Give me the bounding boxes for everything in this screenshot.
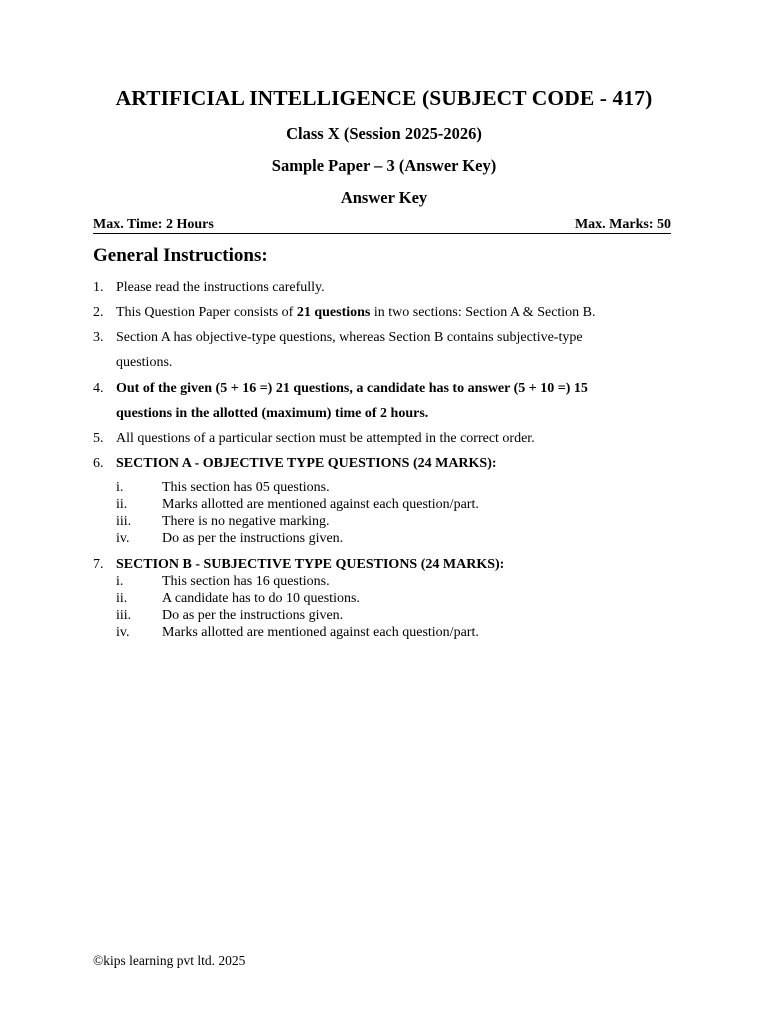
general-instructions-heading: General Instructions: (93, 245, 268, 266)
instruction-number: 4. (93, 381, 104, 396)
instruction-number: 7. (93, 557, 104, 572)
sub-instruction-text: This section has 05 questions. (162, 480, 330, 495)
instruction-line-2: questions in the allotted (maximum) time of 2 hours. (116, 406, 429, 421)
sub-instruction-text: A candidate has to do 10 questions. (162, 591, 360, 606)
max-time: Max. Time: 2 Hours (93, 217, 214, 232)
roman-numeral: ii. (116, 497, 128, 512)
sub-instruction-text: Do as per the instructions given. (162, 608, 344, 623)
instruction-text (116, 376, 676, 426)
instruction-number: 1. (93, 280, 104, 295)
document-title: ARTIFICIAL INTELLIGENCE (SUBJECT CODE - 417) (115, 86, 653, 110)
footer-copyright: ©kips learning pvt ltd. 2025 (93, 953, 246, 968)
instruction-text (116, 300, 676, 325)
sub-instruction-text: There is no negative marking. (162, 514, 330, 529)
sub-instruction-text: Do as per the instructions given. (162, 531, 344, 546)
class-session: Class X (Session 2025-2026) (286, 124, 482, 143)
answer-key-label: Answer Key (340, 188, 428, 207)
roman-numeral: iii. (116, 514, 132, 529)
roman-numeral: iv. (116, 531, 130, 546)
roman-numeral: ii. (116, 591, 128, 606)
paper-title: Sample Paper – 3 (Answer Key) (271, 156, 497, 175)
instruction-text-post: in two sections: Section A & Section B. (370, 305, 596, 320)
instruction-number: 3. (93, 330, 104, 345)
instruction-number: 2. (93, 305, 104, 320)
instruction-line-1: Out of the given (5 + 16 =) 21 questions, a candidate has to answer (5 + 10 =) 15 (116, 381, 588, 396)
roman-numeral: iii. (116, 608, 132, 623)
sub-instruction-text: Marks allotted are mentioned against each question/part. (162, 497, 479, 512)
sub-instruction-text: Marks allotted are mentioned against each question/part. (162, 625, 479, 640)
instruction-text-bold: 21 questions (296, 305, 371, 320)
instruction-text: All questions of a particular section must be attempted in the correct order. (116, 431, 535, 446)
instruction-line-2: questions. (116, 355, 173, 370)
roman-numeral: i. (116, 574, 124, 589)
sub-instruction-text: This section has 16 questions. (162, 574, 330, 589)
instruction-number: 5. (93, 431, 104, 446)
instruction-text: SECTION A - OBJECTIVE TYPE QUESTIONS (24 MARKS): (116, 456, 497, 471)
instruction-text: Please read the instructions carefully. (116, 280, 325, 295)
instruction-text-pre: This Question Paper consists of (116, 305, 297, 320)
time-marks-row (93, 217, 671, 234)
instruction-number: 6. (93, 456, 104, 471)
instruction-line-1: Section A has objective-type questions, whereas Section B contains subjective-type (116, 330, 583, 345)
instruction-text: SECTION B - SUBJECTIVE TYPE QUESTIONS (24 MARKS): (116, 557, 505, 572)
max-marks: Max. Marks: 50 (574, 217, 671, 232)
roman-numeral: iv. (116, 625, 130, 640)
instruction-text (116, 325, 676, 375)
roman-numeral: i. (116, 480, 124, 495)
